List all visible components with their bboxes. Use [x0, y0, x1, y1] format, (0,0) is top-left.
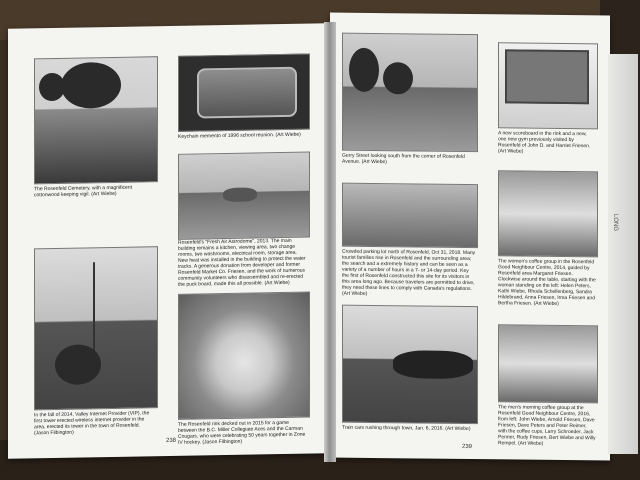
cemetery-photo: [34, 56, 158, 184]
womens-group-photo: [498, 170, 598, 257]
right-page-number: 239: [462, 443, 473, 451]
left-page: [8, 23, 328, 459]
mens-group-photo: [498, 324, 598, 403]
edge-label: LONG: [612, 214, 618, 232]
book-spine: [324, 22, 336, 462]
rink-caption: The Rosenfeld rink decked out in 2015 for a game between the B.C. Miller Collegiate Aces and the Carman Cougars, who were celebrating 50 years together in Zone IV hockey. (Jason Filbington): [178, 419, 306, 446]
open-book: [8, 14, 618, 460]
right-page: [330, 13, 610, 461]
parking-caption: Crowded parking lot north of Rosenfeld, Oct 31, 2018. Many tourist families rise in Rosenfeld and the surrounding area; the search and a extremely history and can be seen as a variety of a number of hours in a 7- or 14-day period. Key the first of Rosenfeld constructed this site for its visitors in this area long ago. Because travelers are permitted to drive, they need these lines to comply with Canada's regulations. (Art Wiebe): [342, 248, 476, 297]
hockey-rink-photo: [178, 292, 310, 420]
parking-lot-photo: [342, 183, 478, 248]
reunion-sign-photo: [178, 54, 310, 132]
cemetery-caption: The Rosenfeld Cemetery, with a magnificent cottonwood keeping vigil. (Art Wiebe): [34, 184, 133, 199]
scoreboard-photo: [498, 42, 598, 129]
womens-group-caption: The women's coffee group in the Rosenfeld Good Neighbour Centre, 2014, guided by Rosenfeld area Margaret Friesen. Clockwise around the table, starting with the woman standing on the left: Helen Peters, Kathi Wiebe, Rhoda Schellenberg, Sandra Hildebrand, Anna Friesen, Irma Friesen and Bertha Friesen. (Art Wiebe): [498, 258, 596, 307]
mens-group-caption: The men's morning coffee group at the Rosenfeld Good Neighbour Centre, 2016, from left: John Wiebe, Arnold Friesen, Dave Friesen, Dave Peters and Peter Reimer, with the coffee cups, Larry Schroeder, Jack Penner, Rudy Friesen, Bert Wiebe and Willy Rempel. (Art Wiebe): [498, 404, 596, 447]
next-book-edge: [608, 54, 638, 454]
street-caption: Gerry Street looking south from the corner of Rosenfeld Avenue. (Art Wiebe): [342, 152, 465, 166]
skating-caption: Rosenfeld's "Fresh Air Astrodome", 2013. The main building remains a kitchen, viewing area, two change rooms, two washrooms, electrical room, storage area. New heat was installed in the building to protect the water tracks. A generous donation from developer and former Rosenfeld Market Co. Friesen, and the work of numerous community volunteers who disassembled and re-erected the puck board, made this all possible. (Art Wiebe): [178, 237, 306, 288]
internet-tower-photo: [34, 246, 158, 410]
sign-caption: Keychain memento of 1996 school reunion. (Art Wiebe): [178, 131, 301, 140]
left-page-number: 238: [166, 437, 177, 445]
street-photo: [342, 33, 478, 152]
scoreboard-caption: A new scoreboard in the rink and a new, one new gym previously visited by Rosenfeld of John D. and Harriet Friesen. (Art Wiebe): [498, 130, 591, 155]
tower-caption: In the fall of 2014, Valley Internet Provider (VIP), the first tower erected wireless internet provider in the area, erected its tower in the town of Rosenfeld. (Jason Filbington): [34, 410, 150, 437]
train-photo: [342, 305, 478, 424]
train-caption: Train cars rushing through town, Jan. 6, 2016. (Art Wiebe): [342, 424, 471, 433]
skating-rink-photo: [178, 152, 310, 240]
